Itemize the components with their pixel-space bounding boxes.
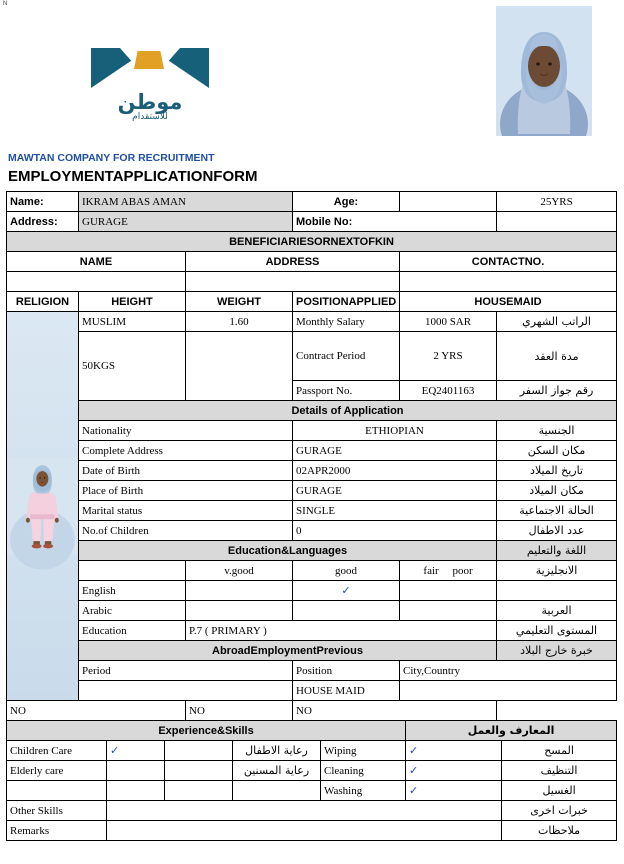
age-label: Age: (293, 192, 400, 212)
height-label: HEIGHT (79, 292, 186, 312)
passport-value[interactable]: EQ2401163 (400, 381, 497, 401)
applicant-portrait-photo (496, 6, 592, 136)
contract-period-label: Contract Period (293, 332, 400, 381)
complete-address-label: Complete Address (79, 441, 293, 461)
document-header (0, 0, 624, 152)
row-abroad-entry-1 (7, 681, 617, 701)
abroad-city-2[interactable]: NO (293, 701, 497, 721)
elderly-care-check[interactable] (107, 761, 165, 781)
row-arabic-language (7, 601, 617, 621)
row-experience-band (7, 721, 617, 741)
marital-value[interactable]: SINGLE (293, 501, 497, 521)
other-skills-value[interactable] (107, 801, 502, 821)
row-contract-period (7, 332, 617, 381)
abroad-band-arabic: خبرة خارج البلاد (497, 641, 617, 661)
wiping-arabic: المسح (502, 741, 617, 761)
passport-arabic: رقم جواز السفر (497, 381, 617, 401)
row-next-of-kin-headers (7, 252, 617, 272)
children-label: No.of Children (79, 521, 293, 541)
row-salary (7, 312, 617, 332)
nationality-label: Nationality (79, 421, 293, 441)
mobile-label: Mobile No: (293, 212, 497, 232)
row-address-mobile (7, 212, 617, 232)
other-skills-label: Other Skills (7, 801, 107, 821)
wiping-check[interactable]: ✓ (406, 741, 502, 761)
children-value[interactable]: 0 (293, 521, 497, 541)
arabic-label: Arabic (79, 601, 186, 621)
pob-value[interactable]: GURAGE (293, 481, 497, 501)
washing-label: Washing (321, 781, 406, 801)
arabic-fair-poor-cell[interactable] (400, 601, 497, 621)
rating-vgood-header: v.good (186, 561, 293, 581)
abroad-position-2[interactable]: NO (186, 701, 293, 721)
abroad-city-header: City,Country (400, 661, 617, 681)
experience-skills-table (6, 720, 617, 841)
abroad-position-header: Position (293, 661, 400, 681)
rating-blank-header (79, 561, 186, 581)
physical-blank-cell (186, 332, 293, 401)
row-english (7, 581, 617, 601)
address-value[interactable]: GURAGE (79, 212, 293, 232)
page-marker: N (3, 1, 8, 7)
row-no-of-children (7, 521, 617, 541)
abroad-band: AbroadEmploymentPrevious (79, 641, 497, 661)
cleaning-arabic: التنظيف (502, 761, 617, 781)
extra-skill-arabic (233, 781, 321, 801)
nok-name-header: NAME (7, 252, 186, 272)
row-physical-headers (7, 292, 617, 312)
cleaning-label: Cleaning (321, 761, 406, 781)
other-skills-arabic: خبرات اخرى (502, 801, 617, 821)
height-value[interactable]: 1.60 (186, 312, 293, 332)
age-value[interactable]: 25YRS (497, 192, 617, 212)
row-remarks (7, 821, 617, 841)
religion-label: RELIGION (7, 292, 79, 312)
nationality-arabic: الجنسية (497, 421, 617, 441)
abroad-period-1[interactable] (79, 681, 293, 701)
abroad-period-header: Period (79, 661, 293, 681)
row-next-of-kin-band (7, 232, 617, 252)
children-care-arabic: رعاية الاطفال (233, 741, 321, 761)
row-marital-status (7, 501, 617, 521)
monthly-salary-label: Monthly Salary (293, 312, 400, 332)
rating-fair-poor-header (400, 561, 497, 581)
applicant-full-photo-cell (7, 312, 79, 701)
arabic-vgood-cell[interactable] (186, 601, 293, 621)
row-name-age (7, 192, 617, 212)
row-details-band (7, 401, 617, 421)
row-education-level (7, 621, 617, 641)
remarks-value[interactable] (107, 821, 502, 841)
arabic-language-arabic: العربية (497, 601, 617, 621)
mobile-value[interactable] (497, 212, 617, 232)
pob-arabic: مكان الميلاد (497, 481, 617, 501)
nok-contact-header: CONTACTNO. (400, 252, 617, 272)
dob-label: Date of Birth (79, 461, 293, 481)
elderly-care-blank[interactable] (165, 761, 233, 781)
monthly-salary-value[interactable]: 1000 SAR (400, 312, 497, 332)
english-label: English (79, 581, 186, 601)
row-education-band (7, 541, 617, 561)
marital-arabic: الحالة الاجتماعية (497, 501, 617, 521)
position-applied-label: POSITIONAPPLIED (293, 292, 400, 312)
row-complete-address (7, 441, 617, 461)
cleaning-check[interactable]: ✓ (406, 761, 502, 781)
row-abroad-headers (7, 661, 617, 681)
name-label: Name: (7, 192, 79, 212)
page-title: EMPLOYMENTAPPLICATIONFORM (8, 168, 258, 185)
rating-good-header: good (293, 561, 400, 581)
nok-address-header: ADDRESS (186, 252, 400, 272)
dob-arabic: تاريخ الميلاد (497, 461, 617, 481)
english-fair-poor-cell[interactable] (400, 581, 497, 601)
complete-address-value[interactable]: GURAGE (293, 441, 497, 461)
abroad-position-1[interactable]: HOUSE MAID (293, 681, 400, 701)
full-body-illustration (7, 312, 78, 700)
elderly-care-arabic: رعاية المسنين (233, 761, 321, 781)
weight-value-cell (79, 332, 186, 401)
row-place-of-birth (7, 481, 617, 501)
logo-mark-icon (91, 48, 209, 88)
dob-value[interactable]: 02APR2000 (293, 461, 497, 481)
education-level-value[interactable]: P.7 ( PRIMARY ) (186, 621, 497, 641)
portrait-illustration (496, 6, 592, 136)
row-other-skills (7, 801, 617, 821)
extra-skill-check[interactable] (107, 781, 165, 801)
age-spacer (400, 192, 497, 212)
arabic-good-cell[interactable] (293, 601, 400, 621)
contract-period-value[interactable]: 2 YRS (400, 332, 497, 381)
company-name-line: MAWTAN COMPANY FOR RECRUITMENT (8, 152, 215, 164)
application-form-table (6, 191, 617, 721)
education-band: Education&Languages (79, 541, 497, 561)
experience-band: Experience&Skills (7, 721, 406, 741)
company-logo (55, 48, 245, 122)
rating-fair-header: fair (423, 564, 439, 577)
education-band-arabic: اللغة والتعليم (497, 541, 617, 561)
abroad-period-2[interactable]: NO (7, 701, 186, 721)
nok-name-value[interactable] (7, 272, 186, 292)
english-arabic (497, 581, 617, 601)
remarks-arabic: ملاحظات (502, 821, 617, 841)
washing-check[interactable]: ✓ (406, 781, 502, 801)
marital-label: Marital status (79, 501, 293, 521)
monthly-salary-arabic: الراتب الشهري (497, 312, 617, 332)
row-childcare-wiping (7, 741, 617, 761)
weight-label: WEIGHT (186, 292, 293, 312)
education-level-arabic: المستوى التعليمي (497, 621, 617, 641)
row-abroad-band (7, 641, 617, 661)
religion-value[interactable]: MUSLIM (79, 312, 186, 332)
nok-contact-value[interactable] (400, 272, 617, 292)
extra-skill-label (7, 781, 107, 801)
name-value[interactable]: IKRAM ABAS AMAN (79, 192, 293, 212)
complete-address-arabic: مكان السكن (497, 441, 617, 461)
rating-poor-header: poor (452, 564, 473, 577)
details-band: Details of Application (79, 401, 617, 421)
experience-band-arabic: المعارف والعمل (406, 721, 617, 741)
row-date-of-birth (7, 461, 617, 481)
applicant-full-photo (7, 312, 78, 700)
next-of-kin-band: BENEFICIARIESORNEXTOFKIN (7, 232, 617, 252)
wiping-label: Wiping (321, 741, 406, 761)
washing-arabic: الغسيل (502, 781, 617, 801)
row-elderly-cleaning (7, 761, 617, 781)
row-rating-headers (7, 561, 617, 581)
address-label: Address: (7, 212, 79, 232)
contract-period-arabic: مدة العقد (497, 332, 617, 381)
logo-arabic-name: موطن (117, 90, 183, 114)
english-vgood-cell[interactable] (186, 581, 293, 601)
row-abroad-entry-2 (7, 701, 617, 721)
children-arabic: عدد الاطفال (497, 521, 617, 541)
nok-address-value[interactable] (186, 272, 400, 292)
row-next-of-kin-values (7, 272, 617, 292)
children-care-check[interactable]: ✓ (107, 741, 165, 761)
english-good-check[interactable]: ✓ (293, 581, 400, 601)
abroad-city-1[interactable] (400, 681, 617, 701)
weight-value[interactable]: 50KGS (82, 360, 116, 372)
extra-skill-blank[interactable] (165, 781, 233, 801)
elderly-care-label: Elderly care (7, 761, 107, 781)
children-care-label: Children Care (7, 741, 107, 761)
row-nationality (7, 421, 617, 441)
row-blank-washing (7, 781, 617, 801)
passport-label: Passport No. (293, 381, 400, 401)
remarks-label: Remarks (7, 821, 107, 841)
pob-label: Place of Birth (79, 481, 293, 501)
children-care-blank[interactable] (165, 741, 233, 761)
education-level-label: Education (79, 621, 186, 641)
language-section-arabic: الانجليزية (497, 561, 617, 581)
nationality-value[interactable]: ETHIOPIAN (293, 421, 497, 441)
position-applied-value[interactable]: HOUSEMAID (400, 292, 617, 312)
logo-arabic-subtitle: للاستقدام (132, 112, 168, 122)
